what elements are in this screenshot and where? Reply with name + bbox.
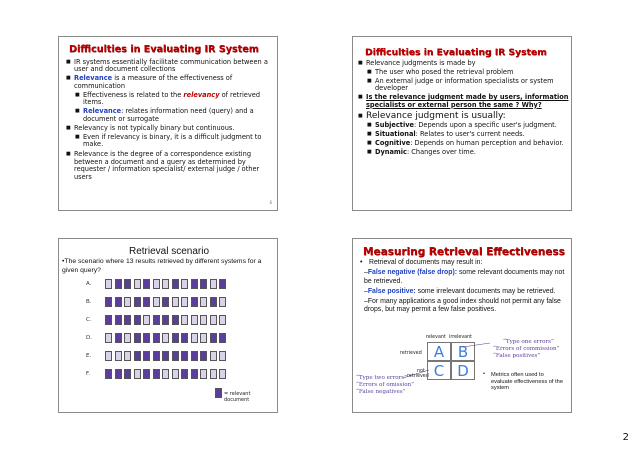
nonrelevant-document <box>162 369 169 379</box>
quote-type-one: “Type one errors” “Errors of commission” “False positives” <box>493 339 560 359</box>
nonrelevant-document <box>219 369 226 379</box>
sub-bullet: ■ Cognitive: Depends on human perception and behavior. <box>366 140 569 147</box>
metrics-note: • Metrics often used to evaluate effectiveness of the system <box>483 371 563 392</box>
relevant-document <box>172 351 179 361</box>
relevant-document <box>153 315 160 325</box>
nonrelevant-document <box>115 351 122 361</box>
relevant-document <box>181 351 188 361</box>
nonrelevant-document <box>191 315 198 325</box>
sub-bullet: ■ Dynamic: Changes over time. <box>366 149 569 156</box>
relevant-document <box>191 369 198 379</box>
dash-item: –False negative (false drop): some relevant documents may not be retrieved. <box>364 269 565 285</box>
slide-retrieval-scenario <box>58 238 278 413</box>
nonrelevant-document <box>200 333 207 343</box>
nonrelevant-document <box>143 315 150 325</box>
slide-body <box>357 60 569 158</box>
relevant-document <box>115 297 122 307</box>
relevant-document <box>162 297 169 307</box>
relevant-document <box>134 351 141 361</box>
quote-type-two: “Type two errors” “Errors of omission” “False negatives” <box>356 375 415 395</box>
relevant-document <box>191 297 198 307</box>
header-irrelevant: irrelevant <box>449 335 473 340</box>
legend-label: = relevant document <box>224 391 251 403</box>
sub-bullet: ■ Relevance: relates information need (query) and a document or surrogate <box>74 108 273 123</box>
slide-difficulties-1 <box>58 36 278 211</box>
bullet: ■ Relevance judgments is made by <box>357 60 569 67</box>
nonrelevant-document <box>153 279 160 289</box>
relevant-document <box>134 297 141 307</box>
slide-body <box>65 59 273 183</box>
nonrelevant-document <box>105 279 112 289</box>
dash-item: –For many applications a good index should not permit any false drops, but may permit a few false positives. <box>364 297 561 314</box>
nonrelevant-document <box>210 279 217 289</box>
scenario-row-label: A. <box>86 281 92 287</box>
nonrelevant-document <box>219 297 226 307</box>
dash-item: –False positive: some irrelevant documents may be retrieved. <box>364 287 556 295</box>
nonrelevant-document <box>181 279 188 289</box>
slide-title: Measuring Retrieval Effectiveness <box>363 246 565 258</box>
nonrelevant-document <box>210 315 217 325</box>
scenario-row-label: C. <box>86 317 92 323</box>
slide-difficulties-2 <box>352 36 572 211</box>
cell-a: A <box>427 342 451 361</box>
relevant-document <box>105 297 112 307</box>
row-retrieved: retrieved <box>400 351 422 356</box>
relevant-document <box>219 279 226 289</box>
relevant-document <box>153 351 160 361</box>
arrow-to-c <box>403 370 429 378</box>
relevant-document <box>153 369 160 379</box>
sub-bullet: ■ Subjective: Depends upon a specific user's judgment. <box>366 122 569 129</box>
bullet: ■ Relevance is the degree of a correspondence existing between a document and a query as determined by requester / information specialist/ external judge / other users <box>65 151 273 181</box>
relevant-document <box>191 279 198 289</box>
sub-bullet: ■ The user who posed the retrieval problem <box>366 69 569 76</box>
nonrelevant-document <box>191 333 198 343</box>
scenario-text: •The scenario where 13 results retrieved by different systems for a given query? <box>62 258 262 274</box>
relevant-document <box>210 297 217 307</box>
nonrelevant-document <box>153 297 160 307</box>
nonrelevant-document <box>134 369 141 379</box>
relevant-document <box>143 351 150 361</box>
row-not-retrieved: retrieved <box>407 374 429 379</box>
slide-title: Difficulties in Evaluating IR System <box>69 44 259 55</box>
relevant-document <box>124 369 131 379</box>
slide-title: Retrieval scenario <box>128 246 210 257</box>
sub-bullet: ■ Situational: Relates to user's current needs. <box>366 131 569 138</box>
relevant-document <box>219 333 226 343</box>
nonrelevant-document <box>219 315 226 325</box>
nonrelevant-document <box>162 333 169 343</box>
relevant-document <box>143 297 150 307</box>
nonrelevant-document <box>134 279 141 289</box>
nonrelevant-document <box>181 297 188 307</box>
nonrelevant-document <box>200 315 207 325</box>
relevant-document <box>143 369 150 379</box>
nonrelevant-document <box>200 297 207 307</box>
relevant-document <box>162 315 169 325</box>
nonrelevant-document <box>124 333 131 343</box>
sub-bullet: ■ Effectiveness is related to the relevancy of retrieved items. <box>74 92 273 107</box>
page-number: 2 <box>622 432 629 443</box>
bullet: ■ Relevance judgment is usually: <box>357 111 569 121</box>
relevant-document <box>162 351 169 361</box>
relevant-document <box>172 315 179 325</box>
relevant-document <box>143 279 150 289</box>
nonrelevant-document <box>124 351 131 361</box>
relevant-document <box>172 279 179 289</box>
relevant-document <box>105 369 112 379</box>
relevant-document <box>124 315 131 325</box>
nonrelevant-document <box>200 369 207 379</box>
nonrelevant-document <box>210 351 217 361</box>
relevant-document <box>115 315 122 325</box>
relevant-document <box>181 369 188 379</box>
legend-swatch <box>215 388 222 398</box>
cell-b: B <box>451 342 475 361</box>
sub-bullet: ■ Even if relevancy is binary, it is a difficult judgment to make. <box>74 134 273 149</box>
cell-d: D <box>451 361 475 380</box>
relevant-document <box>115 279 122 289</box>
nonrelevant-document <box>172 369 179 379</box>
scenario-row-label: D. <box>86 335 92 341</box>
bullet: ■ IR systems essentially facilitate communication between a user and document collections <box>65 59 273 74</box>
relevant-document <box>115 369 122 379</box>
nonrelevant-document <box>219 351 226 361</box>
relevant-document <box>172 333 179 343</box>
slide-title: Difficulties in Evaluating IR System <box>365 47 547 58</box>
relevant-document <box>143 333 150 343</box>
scenario-row-label: F. <box>86 371 91 377</box>
slide-measuring-effectiveness <box>352 238 572 413</box>
relevant-document <box>124 279 131 289</box>
relevant-document <box>134 333 141 343</box>
bullet: ■ Relevancy is not typically binary but continuous. <box>65 125 273 132</box>
nonrelevant-document <box>105 351 112 361</box>
bullet: • Retrieval of documents may result in: <box>360 259 567 268</box>
slide-number: 6 <box>269 200 272 205</box>
scenario-row-label: E. <box>86 353 92 359</box>
relevant-document <box>200 279 207 289</box>
relevant-document <box>181 333 188 343</box>
nonrelevant-document <box>124 297 131 307</box>
nonrelevant-document <box>210 369 217 379</box>
nonrelevant-document <box>105 333 112 343</box>
relevant-document <box>200 351 207 361</box>
relevant-document <box>210 333 217 343</box>
bullet: ■ Relevance is a measure of the effectiveness of communication <box>65 75 273 90</box>
relevant-document <box>153 333 160 343</box>
header-relevant: relevant <box>426 335 446 340</box>
relevant-document <box>105 315 112 325</box>
scenario-row-label: B. <box>86 299 92 305</box>
relevant-document <box>115 333 122 343</box>
relevant-document <box>134 315 141 325</box>
nonrelevant-document <box>181 315 188 325</box>
arrow-to-b <box>463 343 490 347</box>
relevant-document <box>191 351 198 361</box>
sub-bullet: ■ An external judge or information specialists or system developer <box>366 78 569 93</box>
row-not: not <box>417 369 425 374</box>
nonrelevant-document <box>172 297 179 307</box>
bullet: ■ Is the relevance judgment made by users, information specialists or external person the same ? Why? <box>357 94 569 109</box>
nonrelevant-document <box>162 279 169 289</box>
cell-c: C <box>427 361 451 380</box>
